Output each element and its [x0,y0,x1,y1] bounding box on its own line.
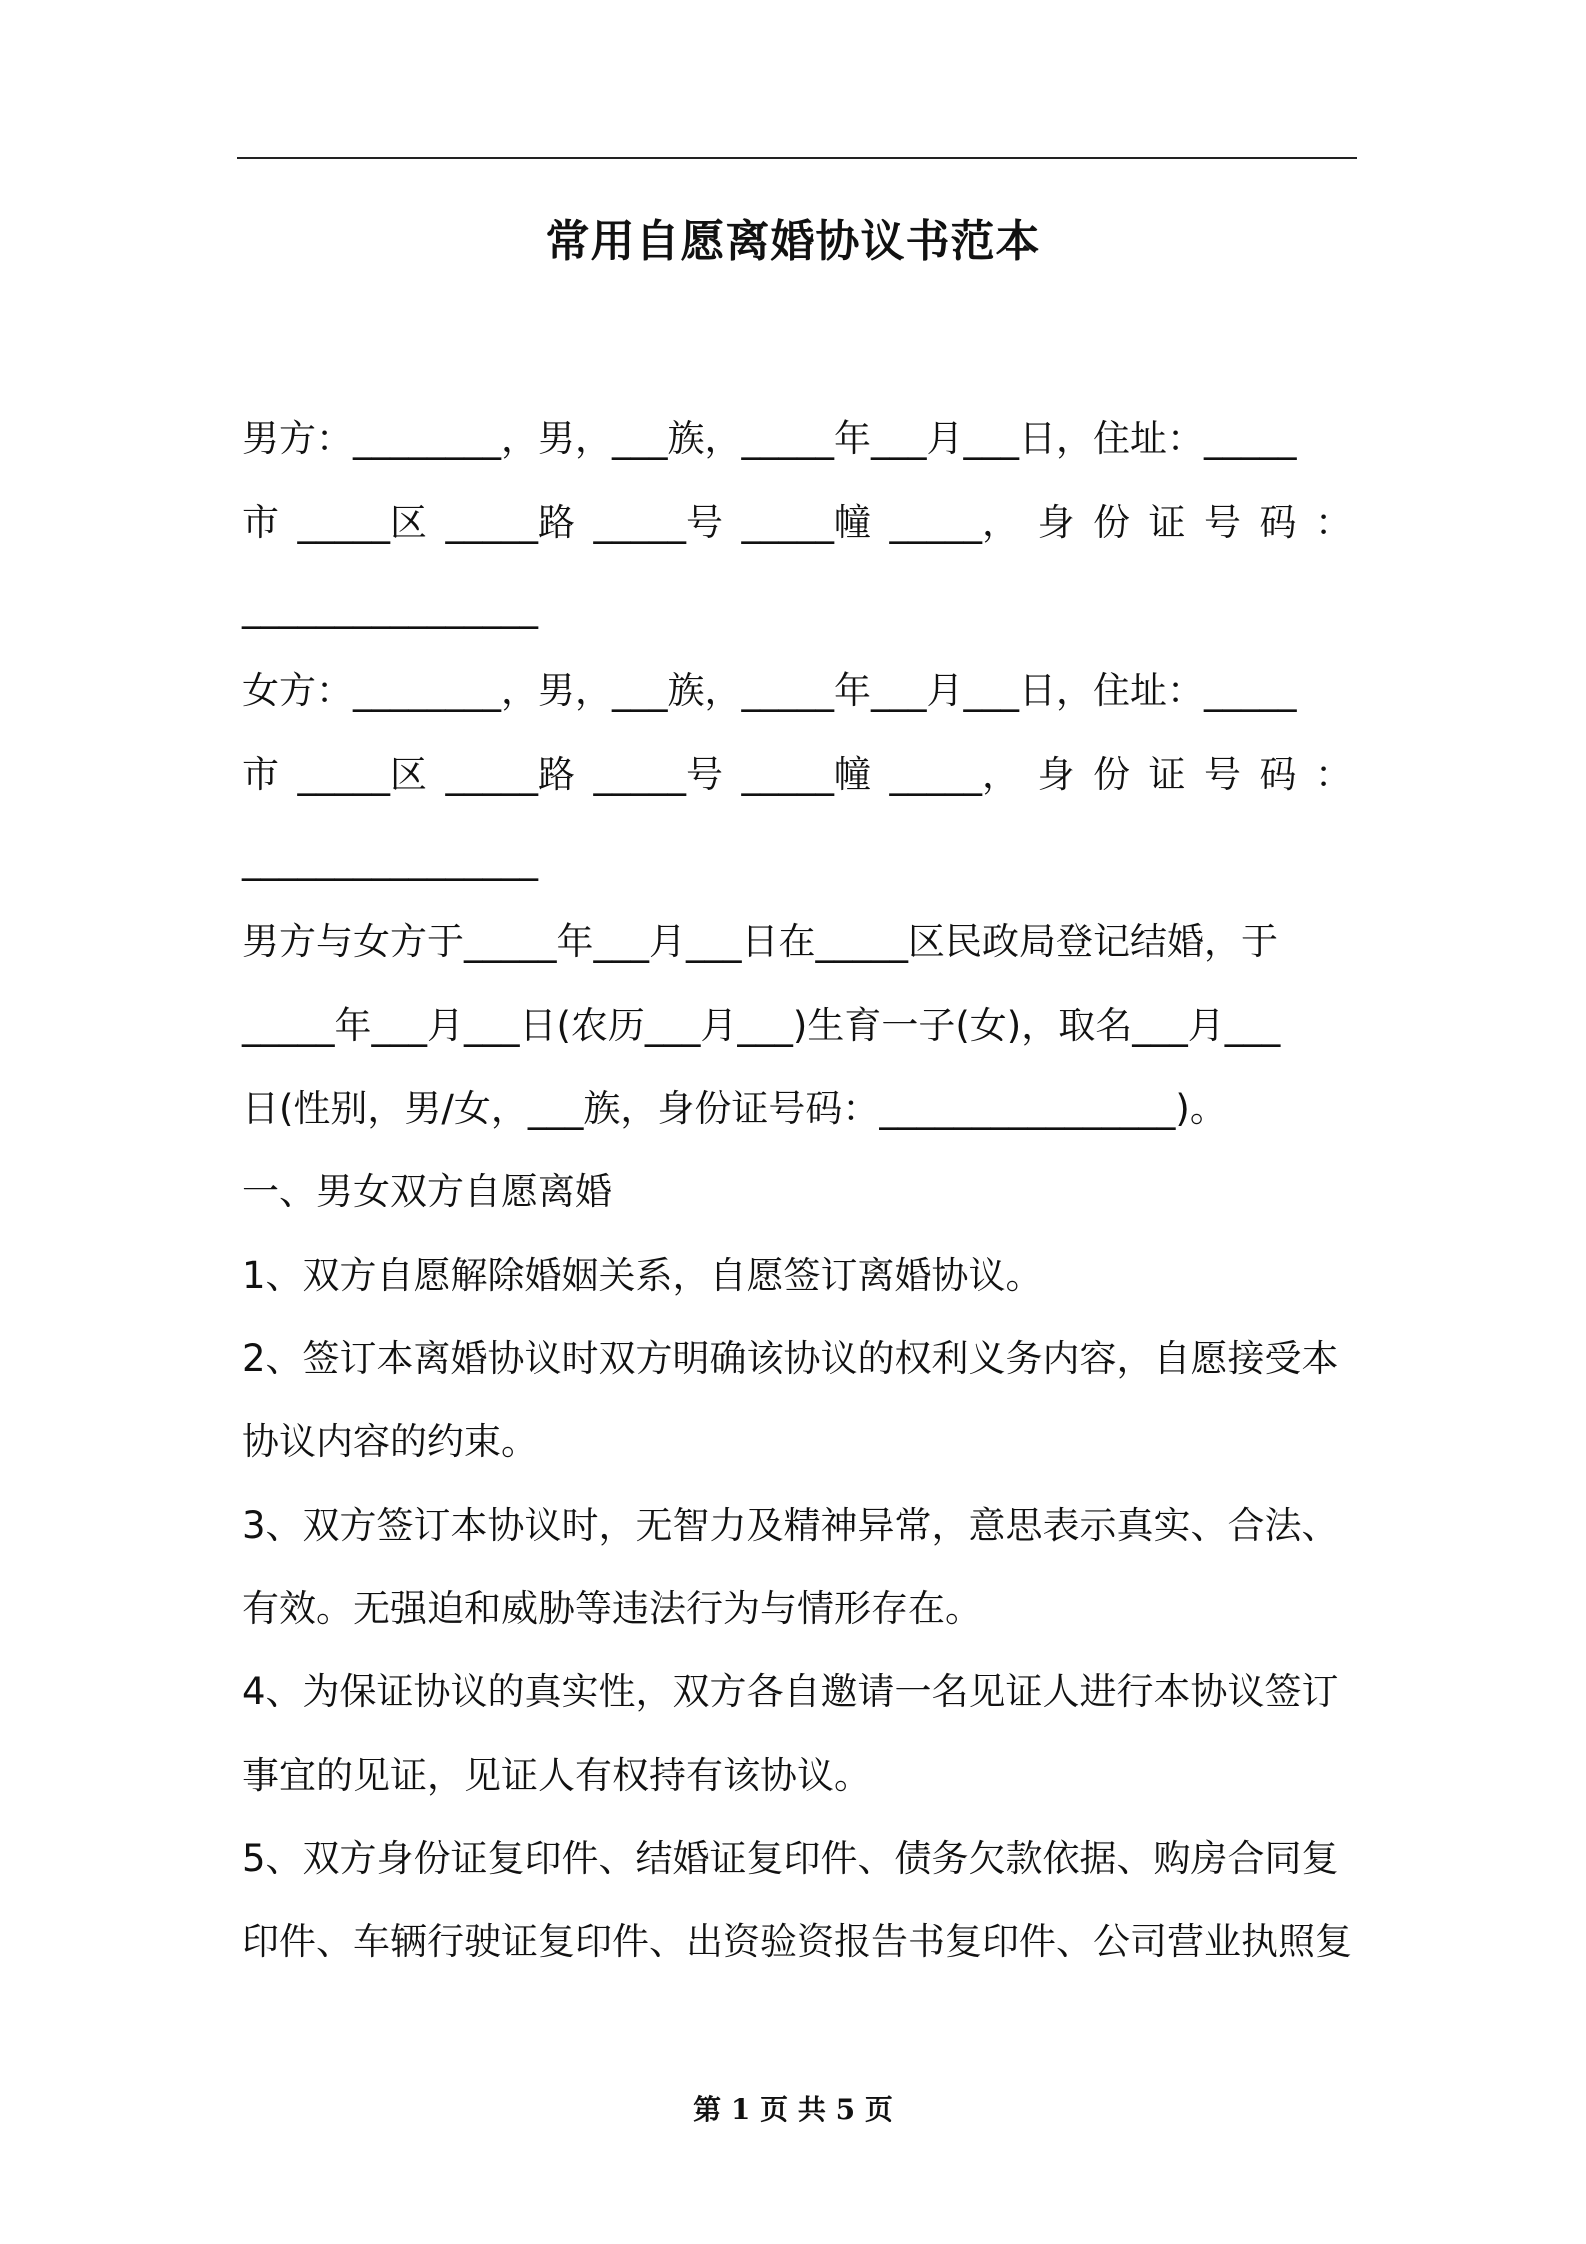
body-line-segment: _____路 [445,753,575,796]
body-line-segment: _____号 [593,501,723,544]
body-line-segment: 市 [242,753,279,796]
body-line: 3、双方签订本协议时，无智力及精神异常，意思表示真实、合法、 [242,1504,1339,1547]
body-line-segment: 码 [1259,753,1297,796]
body-line: 1、双方自愿解除婚姻关系，自愿签订离婚协议。 [242,1254,1043,1297]
body-line-segment: 号 [1204,501,1241,544]
body-line [242,497,1352,549]
body-line: 协议内容的约束。 [242,1420,538,1463]
body-line-segment: 份 [1093,501,1130,544]
body-line-segment: _____区 [297,753,427,796]
body-line-segment: _____区 [297,501,427,544]
body-line-segment: _____号 [593,753,723,796]
body-line: 女方：________，男，___族，_____年___月___日，住址：_____ [242,669,1297,712]
body-line-segment: 份 [1093,753,1130,796]
body-line: 有效。无强迫和威胁等违法行为与情形存在。 [242,1587,982,1630]
body-line: 日(性别，男/女，___族，身份证号码：________________)。 [242,1087,1227,1130]
body-line-segment: _____， [889,753,1019,796]
body-line-segment: ： [1315,501,1352,544]
body-line-segment: 市 [242,501,279,544]
body-line-segment: _____， [889,501,1019,544]
body-line: ________________ [242,586,538,629]
body-line-segment: _____路 [445,501,575,544]
body-line: _____年___月___日(农历___月___)生育一子(女)，取名___月___ [242,1004,1281,1047]
body-line: 印件、车辆行驶证复印件、出资验资报告书复印件、公司营业执照复 [242,1920,1352,1963]
document-title: 常用自愿离婚协议书范本 [545,216,1041,267]
body-line-segment: _____幢 [741,753,871,796]
body-line: 男方：________，男，___族，_____年___月___日，住址：_____ [242,417,1297,460]
body-line: 事宜的见证，见证人有权持有该协议。 [242,1754,871,1797]
section-heading: 一、男女双方自愿离婚 [242,1170,612,1213]
body-line-segment: 证 [1148,753,1186,796]
body-line [242,749,1352,801]
body-line: 男方与女方于_____年___月___日在_____区民政局登记结婚，于 [242,920,1278,963]
body-line: 2、签订本离婚协议时双方明确该协议的权利义务内容，自愿接受本 [242,1337,1339,1380]
body-line: 5、双方身份证复印件、结婚证复印件、债务欠款依据、购房合同复 [242,1837,1339,1880]
page-number: 第 1 页 共 5 页 [693,2093,893,2126]
body-line: ________________ [242,838,538,881]
body-line-segment: 证 [1148,501,1186,544]
header-rule [237,157,1357,159]
body-line-segment: 身 [1037,753,1075,796]
body-line-segment: _____幢 [741,501,871,544]
body-line-segment: 码 [1259,501,1297,544]
body-line-segment: 号 [1204,753,1241,796]
body-line-segment: 身 [1037,501,1075,544]
body-line: 4、为保证协议的真实性，双方各自邀请一名见证人进行本协议签订 [242,1670,1339,1713]
body-line-segment: ： [1315,753,1352,796]
